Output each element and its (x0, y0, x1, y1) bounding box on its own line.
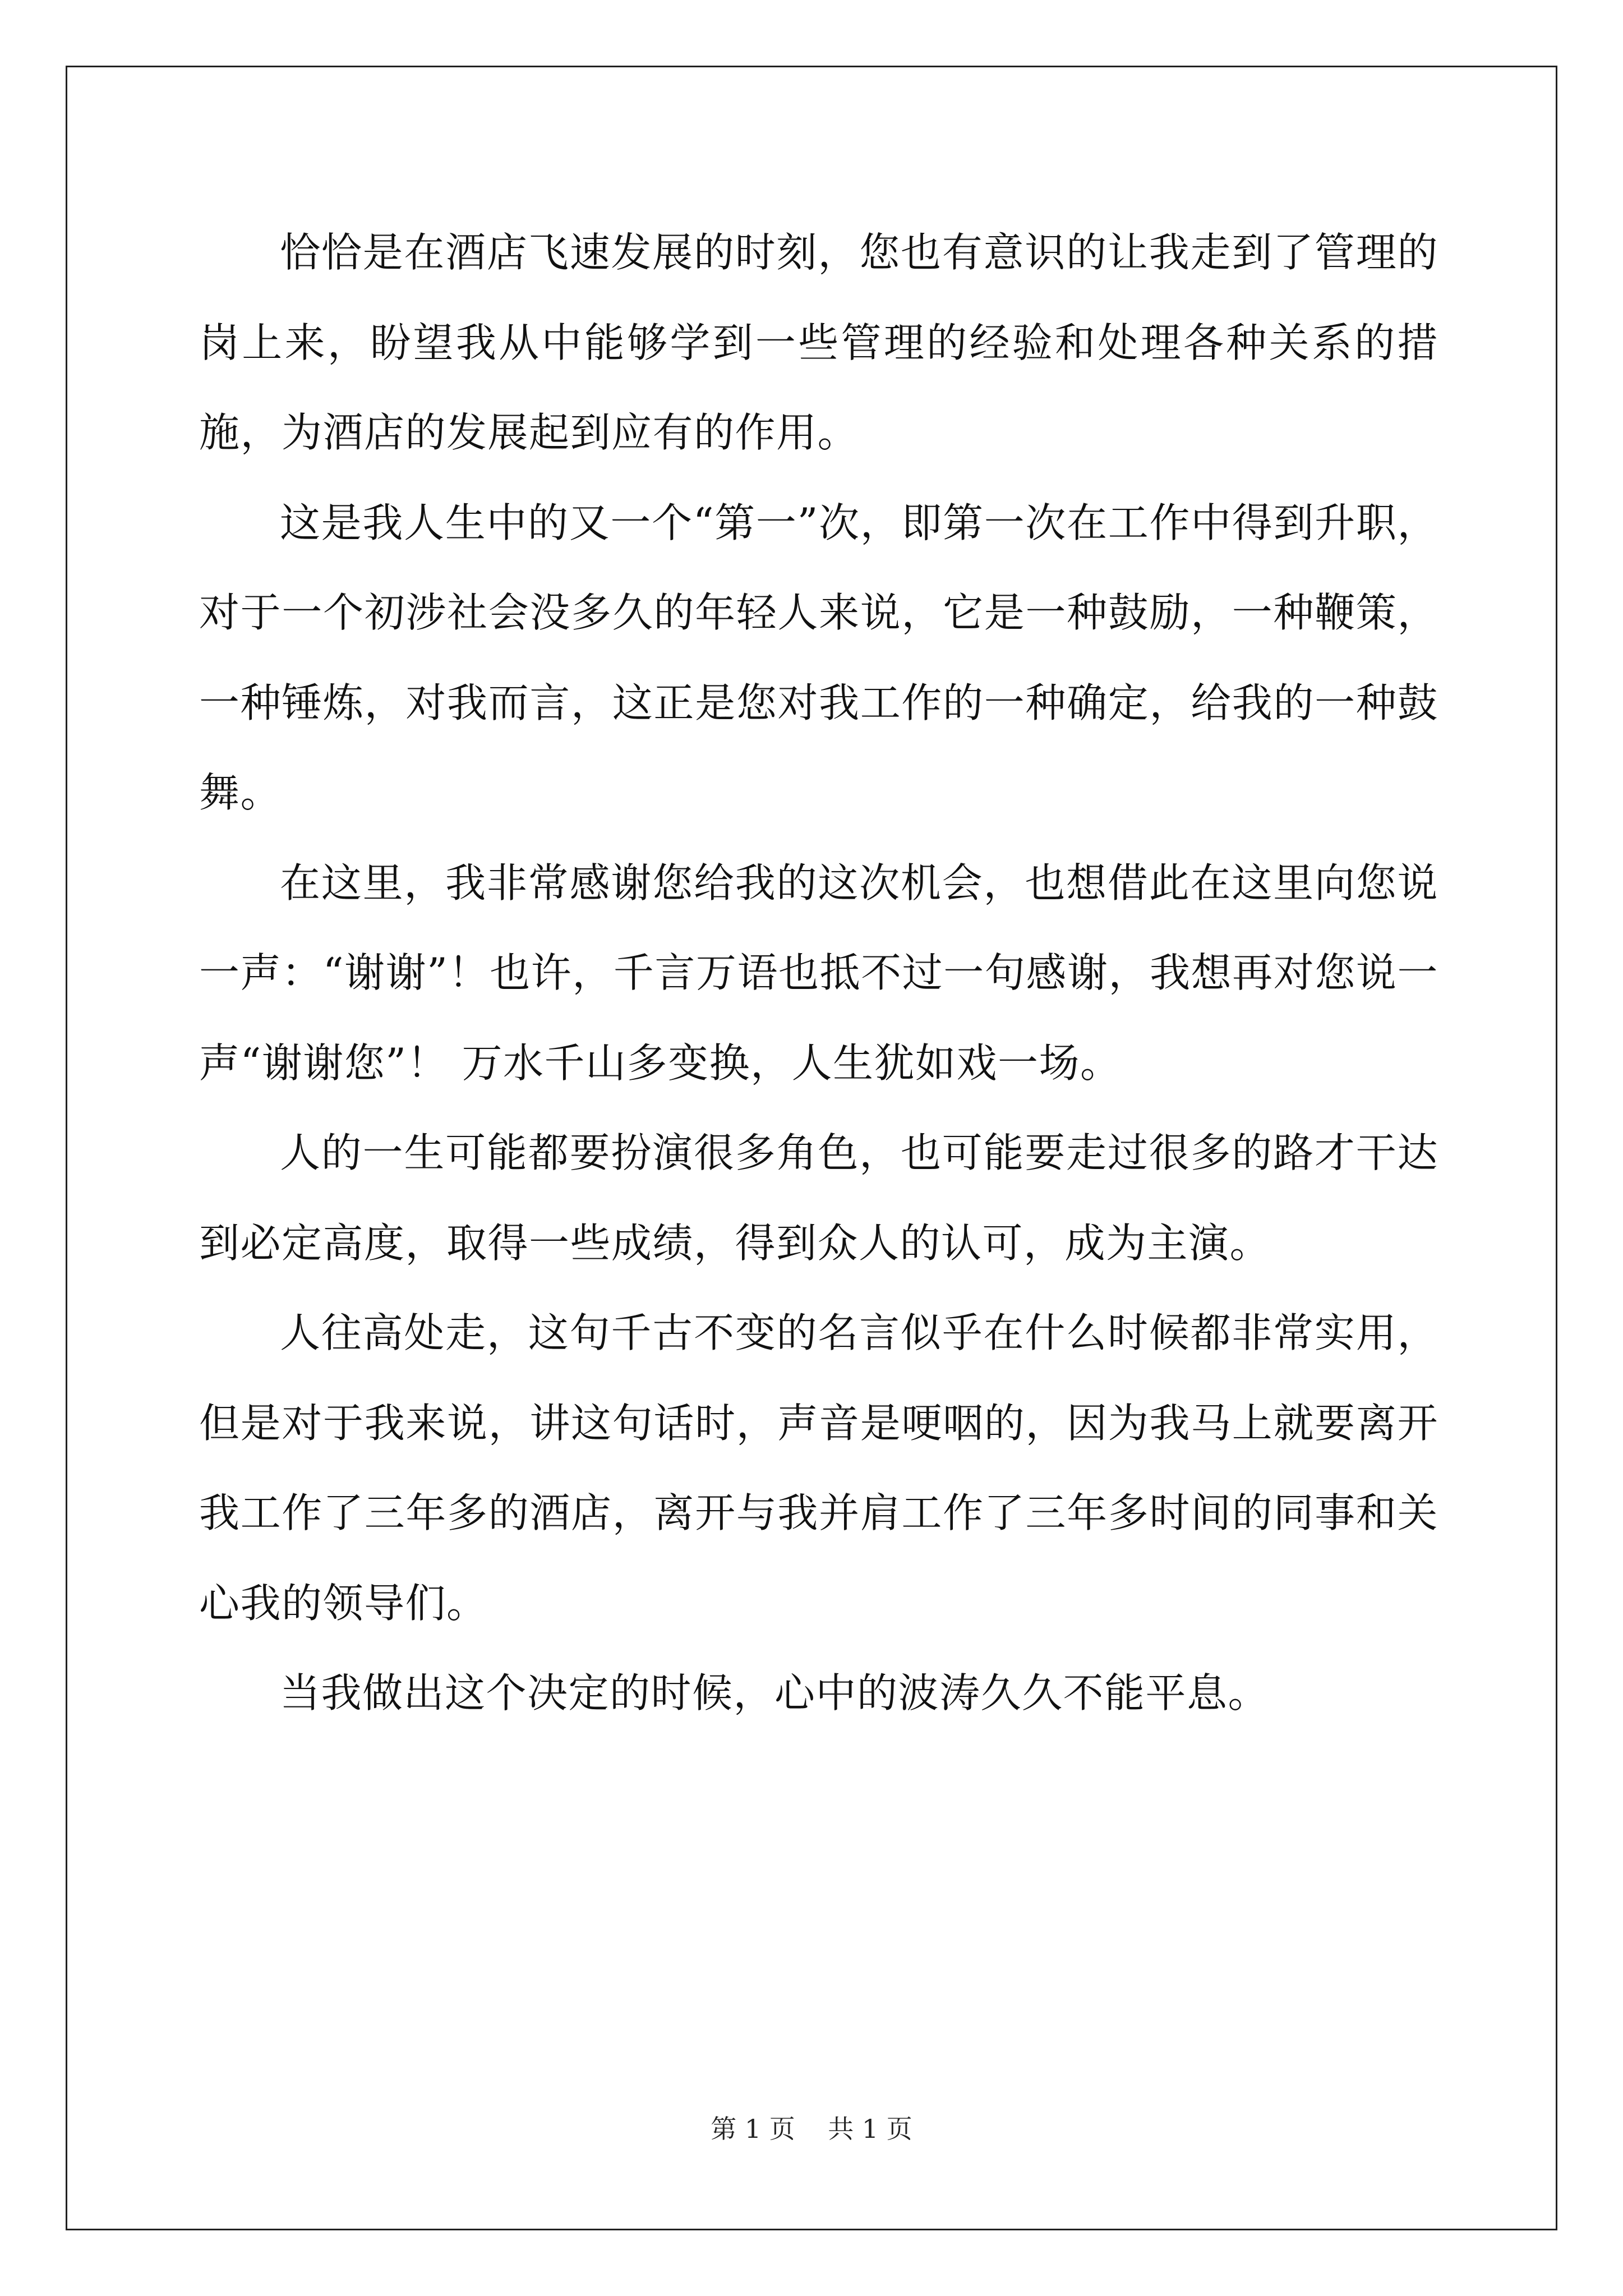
page-footer (0, 2112, 1623, 2146)
paragraph: 人往高处走，这句千古不变的名言似乎在什么时候都非常实用，但是对于我来说，讲这句话时，声音是哽咽的，因为我马上就要离开我工作了三年多的酒店，离开与我并肩工作了三年多时间的同事和关心我的领导们。 (199, 1309, 1438, 1627)
total-pages: 共 1 页 (828, 2114, 912, 2144)
page-number: 第 1 页 (711, 2114, 795, 2144)
paragraph: 在这里，我非常感谢您给我的这次机会，也想借此在这里向您说一声：“谢谢”！也许，千言万语也抵不过一句感谢，我想再对您说一声“谢谢您”！ 万水千山多变换，人生犹如戏一场。 (199, 859, 1438, 1087)
paragraph: 当我做出这个决定的时候，心中的波涛久久不能平息。 (280, 1669, 1270, 1717)
paragraph: 人的一生可能都要扮演很多角色，也可能要走过很多的路才干达到必定高度，取得一些成绩，得到众人的认可，成为主演。 (199, 1129, 1438, 1267)
paragraph: 恰恰是在酒店飞速发展的时刻，您也有意识的让我走到了管理的岗上来，盼望我从中能够学到一些管理的经验和处理各种关系的措施，为酒店的发展起到应有的作用。 (199, 229, 1438, 456)
document-body (199, 208, 1438, 1738)
paragraph: 这是我人生中的又一个“第一”次，即第一次在工作中得到升职，对于一个初涉社会没多久的年轻人来说，它是一种鼓励，一种鞭策，一种锤炼，对我而言，这正是您对我工作的一种确定，给我的一种鼓舞。 (199, 499, 1438, 816)
